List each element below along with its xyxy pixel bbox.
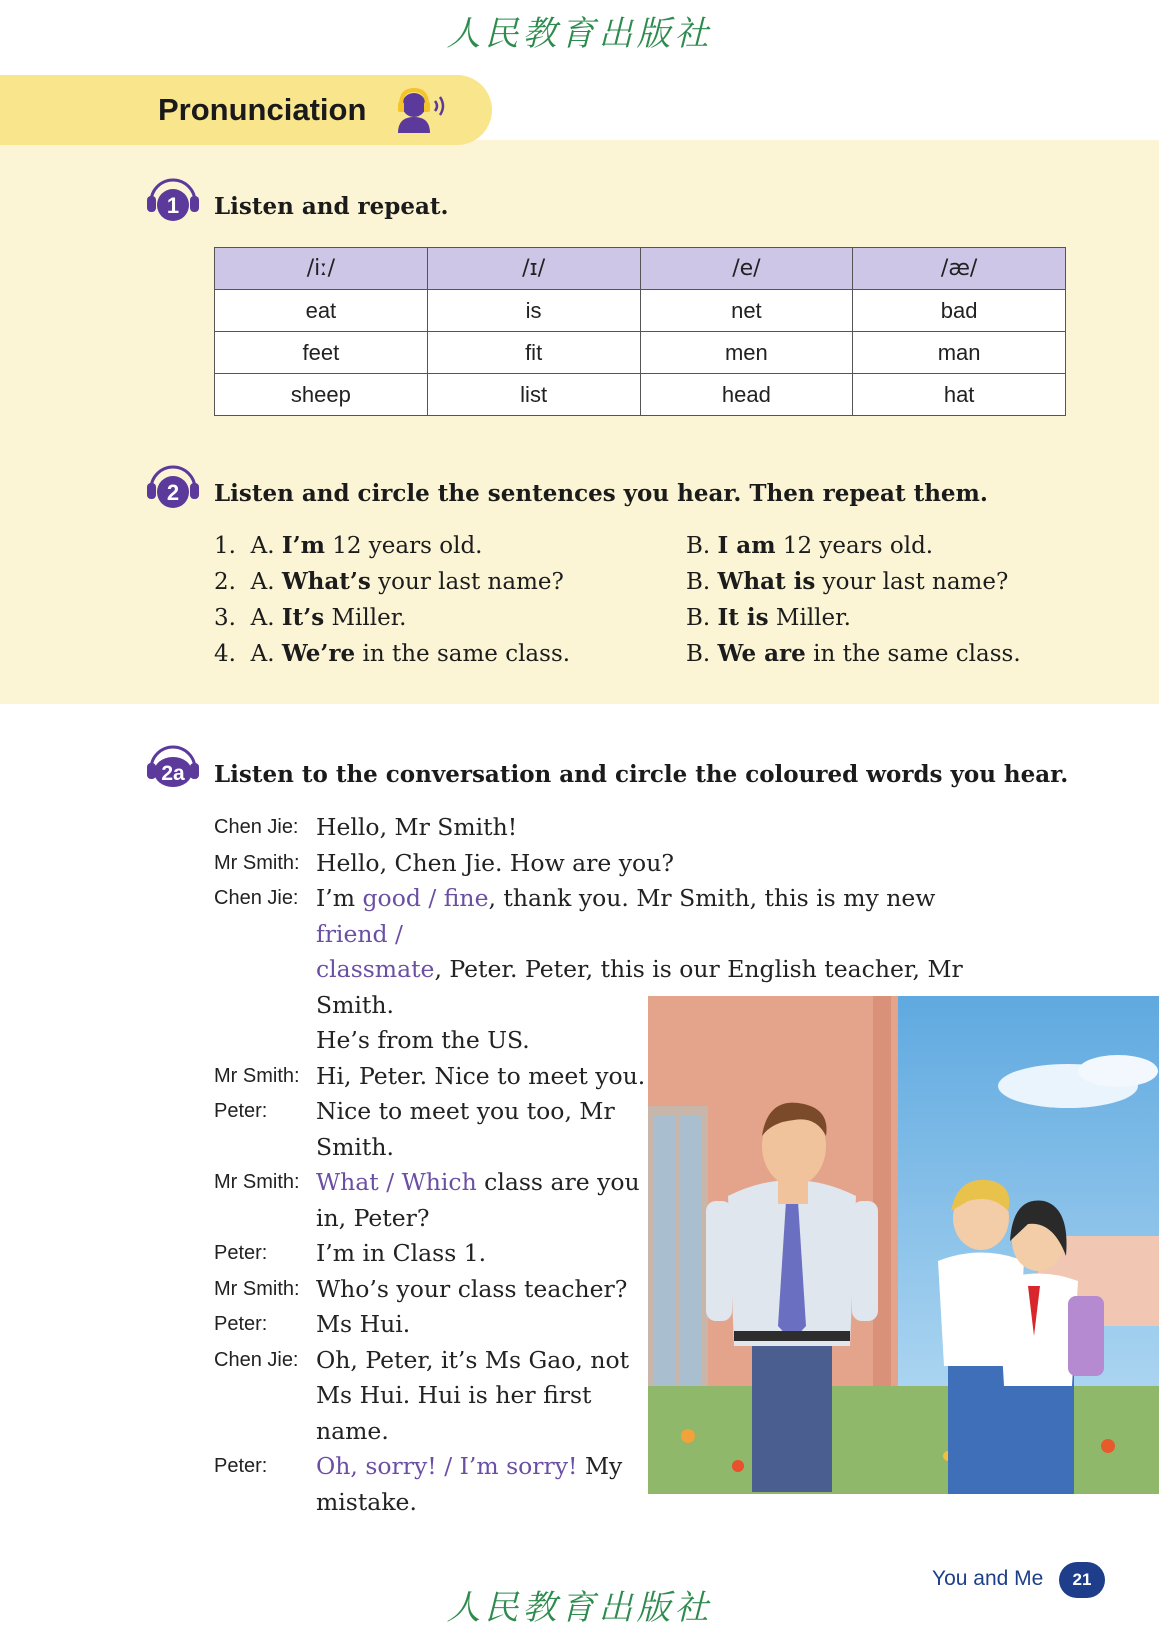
task-badge-1-label: 1 [166,193,180,218]
section-title: Pronunciation [158,92,367,127]
coloured-word-option[interactable]: Oh, sorry! / I’m sorry! [316,1452,578,1480]
dialogue-text: I’m in Class 1. [316,1239,487,1267]
dialogue-line [214,846,1014,882]
phoneme-header: /e/ [640,248,853,290]
dialogue-text: I’m good / fine, thank you. Mr Smith, this is my new friend / classmate, Peter. Peter, this is our English teacher, Mr Smith. He’s from the US. [316,884,963,1054]
sentence-option-4b[interactable]: B. We are in the same class. [686,640,1021,667]
phoneme-header: /ɪ/ [427,248,640,290]
word-cell: fit [427,332,640,374]
table-row [215,374,1066,416]
task-badge-2a-label: 2a [161,762,185,785]
word-cell: sheep [215,374,428,416]
conversation-illustration [648,996,1159,1494]
dialogue-text: Oh, sorry! / I’m sorry! My mistake. [316,1452,623,1516]
task2a-title: Listen to the conversation and circle the coloured words you hear. [214,761,1069,788]
speaker-label: Chen Jie: [214,887,299,909]
sentence-option-2b[interactable]: B. What is your last name? [686,568,1009,595]
word-cell: eat [215,290,428,332]
dialogue-text: Oh, Peter, it’s Ms Gao, not Ms Hui. Hui is her first name. [316,1345,630,1445]
coloured-word-option[interactable]: friend / [316,919,403,948]
phoneme-header: /æ/ [853,248,1066,290]
speaker-label: Peter: [214,1100,268,1122]
speaker-label: Chen Jie: [214,1348,299,1371]
speaker-label: Peter: [214,1313,268,1335]
coloured-word-option[interactable]: good / fine [362,884,489,912]
speaker-label: Mr Smith: [214,1064,300,1087]
task1-title: Listen and repeat. [214,193,449,220]
dialogue-text: Ms Hui. [316,1310,411,1338]
dialogue-text: Hello, Chen Jie. How are you? [316,848,674,877]
page-number: 21 [1059,1562,1105,1598]
listening-icon [392,87,450,135]
table-row [215,290,1066,332]
speaker-label: Peter: [214,1242,268,1264]
table-row [215,332,1066,374]
phoneme-table [214,247,1066,416]
word-cell: man [853,332,1066,374]
publisher-watermark-top: 人民教育出版社 [446,14,713,54]
dialogue-line [214,810,1014,846]
speaker-label: Peter: [214,1455,268,1477]
sentence-option-4a[interactable]: 4. A. We’re in the same class. [214,640,571,667]
word-cell: bad [853,290,1066,332]
speaker-label: Mr Smith: [214,851,300,874]
publisher-watermark-bottom: 人民教育出版社 [446,1588,713,1628]
task-badge-2-label: 2 [166,480,180,505]
coloured-word-option[interactable]: What / Which [316,1168,477,1196]
sentence-option-1b[interactable]: B. I am 12 years old. [686,532,934,559]
word-cell: is [427,290,640,332]
word-cell: list [427,374,640,416]
sentence-option-1a[interactable]: 1. A. I’m 12 years old. [214,532,483,559]
task-badge-1 [145,172,201,228]
task2-title: Listen and circle the sentences you hear. Then repeat them. [214,480,988,507]
phoneme-table-header [215,248,1066,290]
task-badge-2a [145,739,201,795]
speaker-label: Mr Smith: [214,1277,300,1300]
dialogue-text: Who’s your class teacher? [316,1274,628,1303]
unit-title: You and Me [932,1567,1044,1590]
dialogue-text: Hello, Mr Smith! [316,813,518,841]
sentence-option-2a[interactable]: 2. A. What’s your last name? [214,568,564,595]
word-cell: hat [853,374,1066,416]
speaker-label: Mr Smith: [214,1171,300,1193]
dialogue-text: Hi, Peter. Nice to meet you. [316,1061,646,1090]
word-cell: head [640,374,853,416]
coloured-word-option[interactable]: classmate [316,955,435,983]
dialogue-text: What / Which class are you in, Peter? [316,1168,640,1232]
sentence-option-3b[interactable]: B. It is Miller. [686,604,851,631]
word-cell: net [640,290,853,332]
speaker-label: Chen Jie: [214,816,299,838]
sentence-option-3a[interactable]: 3. A. It’s Miller. [214,604,407,631]
word-cell: men [640,332,853,374]
word-cell: feet [215,332,428,374]
dialogue-text: Nice to meet you too, Mr Smith. [316,1097,615,1161]
task-badge-2 [145,459,201,515]
phoneme-header: /iː/ [215,248,428,290]
